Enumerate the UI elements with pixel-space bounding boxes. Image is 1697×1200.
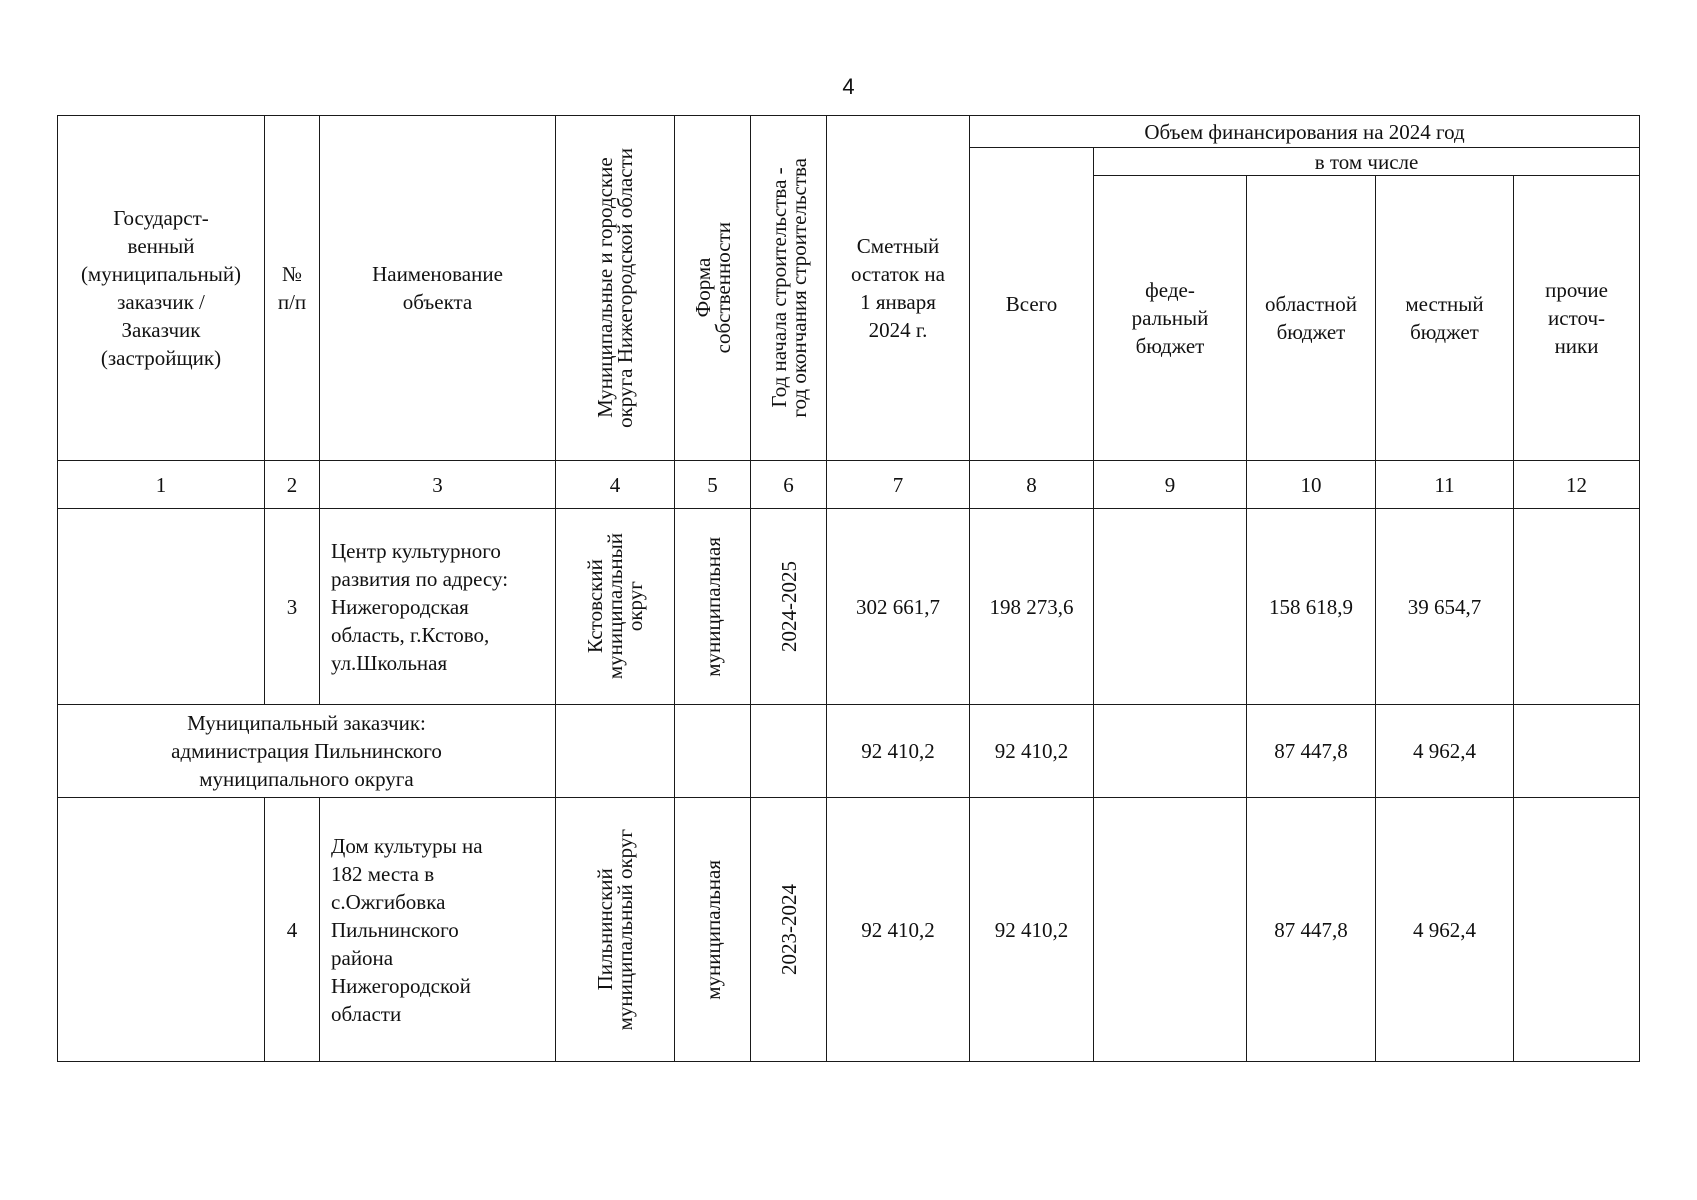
ownership-cell: муниципальная — [675, 798, 751, 1062]
object-name-cell: Дом культуры на 182 места в с.Ожгибовка Пильнинского района Нижегородской области — [320, 798, 556, 1062]
header-balance: Сметный остаток на 1 января 2024 г. — [827, 116, 970, 461]
regional-cell: 158 618,9 — [1247, 509, 1376, 705]
column-number: 11 — [1376, 461, 1514, 509]
regional-cell: 87 447,8 — [1247, 798, 1376, 1062]
customer-cell — [58, 509, 265, 705]
header-num: № п/п — [265, 116, 320, 461]
local-cell: 4 962,4 — [1376, 705, 1514, 798]
construction-financing-table — [57, 115, 1640, 1062]
local-cell: 39 654,7 — [1376, 509, 1514, 705]
column-number: 10 — [1247, 461, 1376, 509]
column-number: 4 — [556, 461, 675, 509]
object-name-cell: Центр культурного развития по адресу: Нижегородская область, г.Кстово, ул.Школьная — [320, 509, 556, 705]
subtotal-label: Муниципальный заказчик: администрация Пильнинского муниципального округа — [58, 705, 556, 798]
column-number: 7 — [827, 461, 970, 509]
total-cell: 92 410,2 — [970, 705, 1094, 798]
total-cell: 92 410,2 — [970, 798, 1094, 1062]
other-cell — [1514, 798, 1640, 1062]
balance-cell: 92 410,2 — [827, 798, 970, 1062]
table-row — [58, 798, 1640, 1062]
num-cell: 3 — [265, 509, 320, 705]
federal-cell — [1094, 705, 1247, 798]
federal-cell — [1094, 509, 1247, 705]
local-cell: 4 962,4 — [1376, 798, 1514, 1062]
years-cell: 2024-2025 — [751, 509, 827, 705]
num-cell: 4 — [265, 798, 320, 1062]
subtotal-row — [58, 705, 1640, 798]
header-districts: Муниципальные и городские округа Нижегородской области — [556, 116, 675, 461]
federal-cell — [1094, 798, 1247, 1062]
other-cell — [1514, 705, 1640, 798]
header-object-name: Наименование объекта — [320, 116, 556, 461]
header-years: Год начала строительства - год окончания строительства — [751, 116, 827, 461]
header-ownership: Форма собственности — [675, 116, 751, 461]
header-regional: областной бюджет — [1247, 176, 1376, 461]
regional-cell: 87 447,8 — [1247, 705, 1376, 798]
header-local: местный бюджет — [1376, 176, 1514, 461]
column-number: 2 — [265, 461, 320, 509]
header-total: Всего — [970, 148, 1094, 461]
column-number: 9 — [1094, 461, 1247, 509]
ownership-cell — [675, 705, 751, 798]
column-number: 1 — [58, 461, 265, 509]
ownership-cell: муниципальная — [675, 509, 751, 705]
header-row — [58, 116, 1640, 148]
column-number: 3 — [320, 461, 556, 509]
column-number: 12 — [1514, 461, 1640, 509]
header-including: в том числе — [1094, 148, 1640, 176]
header-other: прочие источ- ники — [1514, 176, 1640, 461]
column-number: 6 — [751, 461, 827, 509]
column-number: 8 — [970, 461, 1094, 509]
balance-cell: 92 410,2 — [827, 705, 970, 798]
page-number: 4 — [842, 74, 855, 99]
other-cell — [1514, 509, 1640, 705]
header-funding-group: Объем финансирования на 2024 год — [970, 116, 1640, 148]
years-cell — [751, 705, 827, 798]
district-cell — [556, 705, 675, 798]
balance-cell: 302 661,7 — [827, 509, 970, 705]
total-cell: 198 273,6 — [970, 509, 1094, 705]
table-row — [58, 509, 1640, 705]
district-cell: Кстовский муниципальный округ — [556, 509, 675, 705]
header-federal: феде- ральный бюджет — [1094, 176, 1247, 461]
customer-cell — [58, 798, 265, 1062]
header-customer: Государст- венный (муниципальный) заказчик / Заказчик (застройщик) — [58, 116, 265, 461]
years-cell: 2023-2024 — [751, 798, 827, 1062]
column-numbers-row — [58, 461, 1640, 509]
district-cell: Пильнинский муниципальный округ — [556, 798, 675, 1062]
column-number: 5 — [675, 461, 751, 509]
